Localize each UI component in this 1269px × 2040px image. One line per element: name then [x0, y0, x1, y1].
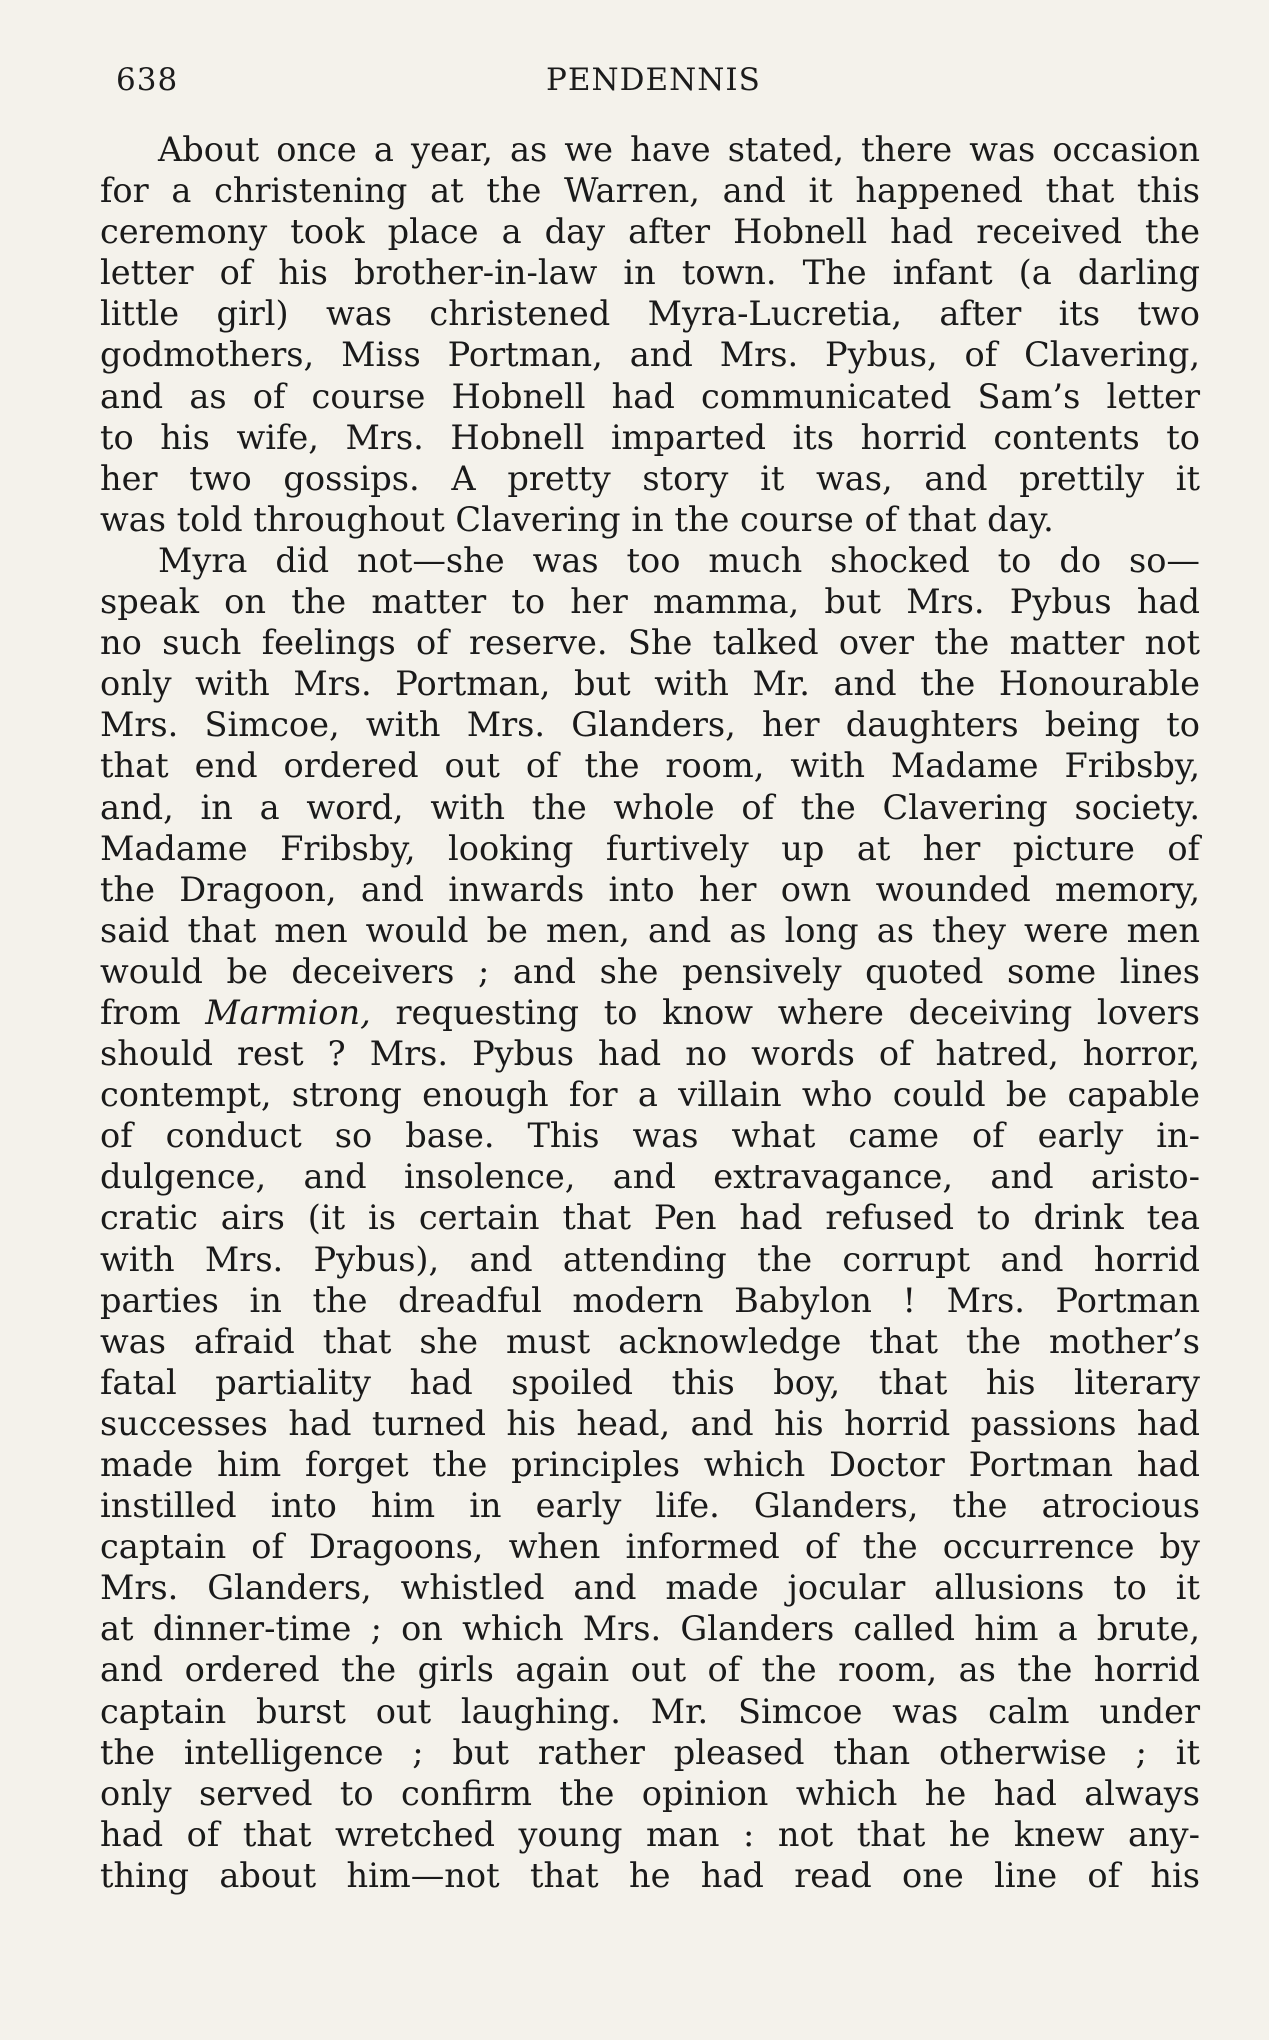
text-line: Mrs. Glanders, whistled and made jocular allusions to it	[100, 1568, 1200, 1608]
paragraph-2	[100, 540, 1200, 1896]
text-line: to his wife, Mrs. Hobnell imparted its horrid contents to	[100, 417, 1200, 457]
text-line: the intelligence ; but rather pleased than otherwise ; it	[100, 1732, 1200, 1772]
text-line: and ordered the girls again out of the room, as the horrid	[100, 1650, 1200, 1690]
text-line: captain burst out laughing. Mr. Simcoe was calm under	[100, 1691, 1200, 1731]
text-line: cratic airs (it is certain that Pen had refused to drink tea	[100, 1198, 1200, 1238]
text-line: fatal partiality had spoiled this boy, that his literary	[100, 1362, 1200, 1402]
text-line: would be deceivers ; and she pensively quoted some lines	[100, 951, 1200, 991]
text-line: About once a year, as we have stated, there was occasion	[158, 130, 1200, 169]
text-line: instilled into him in early life. Glanders, the atrocious	[100, 1486, 1200, 1526]
text-line: with Mrs. Pybus), and attending the corrupt and horrid	[100, 1239, 1200, 1279]
text-line: Myra did not—she was too much shocked to do so—	[158, 540, 1200, 580]
line-segment: requesting to know where deceiving lovers	[370, 992, 1200, 1032]
text-line: the Dragoon, and inwards into her own wounded memory,	[100, 869, 1200, 909]
text-line: successes had turned his head, and his horrid passions had	[100, 1403, 1200, 1443]
text-line: little girl) was christened Myra-Lucretia, after its two	[100, 294, 1200, 334]
text-line: no such feelings of reserve. She talked over the matter not	[100, 623, 1200, 663]
text-line: and, in a word, with the whole of the Clavering society.	[100, 787, 1200, 827]
text-line: Mrs. Simcoe, with Mrs. Glanders, her daughters being to	[100, 705, 1200, 745]
text-line: thing about him—not that he had read one line of his	[100, 1855, 1200, 1895]
text-line: contempt, strong enough for a villain who could be capable	[100, 1075, 1200, 1115]
line-segment: from	[100, 992, 206, 1032]
text-line: made him forget the principles which Doctor Portman had	[100, 1445, 1200, 1484]
text-line: was told throughout Clavering in the course of that day.	[100, 499, 1054, 539]
text-line: ceremony took place a day after Hobnell had received the	[100, 212, 1200, 252]
text-line: only served to confirm the opinion which he had always	[100, 1773, 1200, 1813]
running-title: PENDENNIS	[546, 62, 761, 98]
text-line: was afraid that she must acknowledge that the mother’s	[100, 1321, 1200, 1361]
text-line: for a christening at the Warren, and it happened that this	[100, 171, 1200, 211]
text-line: had of that wretched young man : not that he knew any-	[100, 1814, 1200, 1854]
text-line: Madame Fribsby, looking furtively up at her picture of	[100, 828, 1200, 868]
italic-title: Marmion,	[205, 992, 371, 1032]
text-line: should rest ? Mrs. Pybus had no words of hatred, horror,	[100, 1034, 1200, 1074]
text-line: godmothers, Miss Portman, and Mrs. Pybus, of Clavering,	[100, 335, 1200, 375]
running-head	[116, 62, 1180, 102]
page-number: 638	[116, 62, 179, 98]
text-line: dulgence, and insolence, and extravagance, and aristo-	[100, 1157, 1200, 1197]
text-line: and as of course Hobnell had communicated Sam’s letter	[100, 376, 1200, 416]
text-line: letter of his brother-in-law in town. The infant (a darling	[100, 253, 1200, 293]
text-line: of conduct so base. This was what came of early in-	[100, 1116, 1200, 1156]
text-line-with-italic	[100, 992, 1200, 1033]
body-text	[100, 129, 1200, 1896]
paragraph-1	[100, 129, 1200, 540]
text-line: captain of Dragoons, when informed of the occurrence by	[100, 1527, 1200, 1567]
text-line: parties in the dreadful modern Babylon ! Mrs. Portman	[100, 1280, 1200, 1320]
text-line: at dinner-time ; on which Mrs. Glanders called him a brute,	[100, 1609, 1200, 1649]
text-line: only with Mrs. Portman, but with Mr. and the Honourable	[100, 664, 1200, 704]
text-line: her two gossips. A pretty story it was, and prettily it	[100, 458, 1200, 498]
text-line: speak on the matter to her mamma, but Mrs. Pybus had	[100, 582, 1200, 622]
text-line: that end ordered out of the room, with Madame Fribsby,	[100, 746, 1200, 786]
text-line: said that men would be men, and as long as they were men	[100, 910, 1200, 950]
